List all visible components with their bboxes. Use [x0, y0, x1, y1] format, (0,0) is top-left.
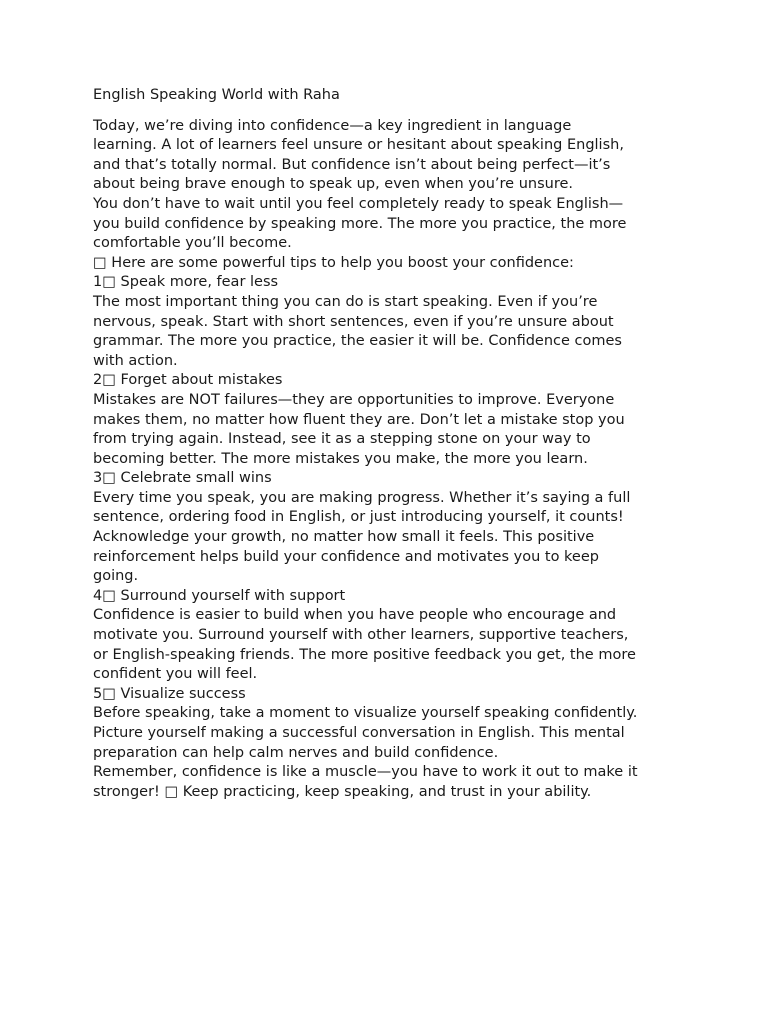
- text-line: Acknowledge your growth, no matter how small it feels. This positive: [93, 529, 595, 546]
- tip-heading-3: 3□ Celebrate small wins: [93, 470, 272, 487]
- text-line: nervous, speak. Start with short sentences, even if you’re unsure about: [93, 313, 614, 330]
- text-line: confident you will feel.: [93, 666, 258, 683]
- text-line: Before speaking, take a moment to visualize yourself speaking confidently.: [93, 705, 638, 722]
- text-line: from trying again. Instead, see it as a stepping stone on your way to: [93, 431, 591, 448]
- text-line: Picture yourself making a successful conversation in English. This mental: [93, 725, 625, 741]
- tip-heading-4: 4□ Surround yourself with support: [93, 587, 346, 604]
- text-line: Mistakes are NOT failures—they are opportunities to improve. Everyone: [93, 391, 615, 408]
- closing-line: stronger! □ Keep practicing, keep speaking, and trust in your ability.: [93, 783, 592, 800]
- text-line: going.: [93, 568, 139, 585]
- text-line: motivate you. Surround yourself with other learners, supportive teachers,: [93, 627, 629, 644]
- text-line: makes them, no matter how fluent they are. Don’t let a mistake stop you: [93, 411, 625, 428]
- text-line: The most important thing you can do is start speaking. Even if you’re: [93, 293, 598, 310]
- text-line: learning. A lot of learners feel unsure or hesitant about speaking English,: [93, 137, 624, 154]
- text-line: or English-speaking friends. The more positive feedback you get, the more: [93, 646, 636, 663]
- tip-heading-1: 1□ Speak more, fear less: [93, 274, 279, 291]
- text-line: sentence, ordering food in English, or just introducing yourself, it counts!: [93, 509, 624, 526]
- closing-line: Remember, confidence is like a muscle—you have to work it out to make it: [93, 764, 638, 781]
- tip-heading-5: 5□ Visualize success: [93, 685, 246, 702]
- text-line: about being brave enough to speak up, even when you’re unsure.: [93, 176, 574, 193]
- text-line: becoming better. The more mistakes you make, the more you learn.: [93, 450, 588, 467]
- text-line: comfortable you’ll become.: [93, 235, 292, 252]
- document-body: [93, 117, 693, 803]
- text-line: You don’t have to wait until you feel completely ready to speak English—: [93, 195, 624, 212]
- text-line: you build confidence by speaking more. The more you practice, the more: [93, 215, 627, 232]
- text-line: with action.: [93, 352, 178, 369]
- text-line: and that’s totally normal. But confidence isn’t about being perfect—it’s: [93, 156, 611, 173]
- document-page: [93, 86, 693, 802]
- tips-intro-line: □ Here are some powerful tips to help you boost your confidence:: [93, 254, 574, 271]
- text-line: Today, we’re diving into confidence—a key ingredient in language: [93, 117, 572, 134]
- text-line: Confidence is easier to build when you have people who encourage and: [93, 607, 617, 624]
- tip-heading-2: 2□ Forget about mistakes: [93, 372, 283, 389]
- text-line: reinforcement helps build your confidence and motivates you to keep: [93, 548, 599, 565]
- document-title: English Speaking World with Raha: [93, 87, 340, 103]
- text-line: grammar. The more you practice, the easier it will be. Confidence comes: [93, 333, 622, 350]
- text-line: Every time you speak, you are making progress. Whether it’s saying a full: [93, 489, 631, 506]
- text-line: preparation can help calm nerves and build confidence.: [93, 744, 499, 761]
